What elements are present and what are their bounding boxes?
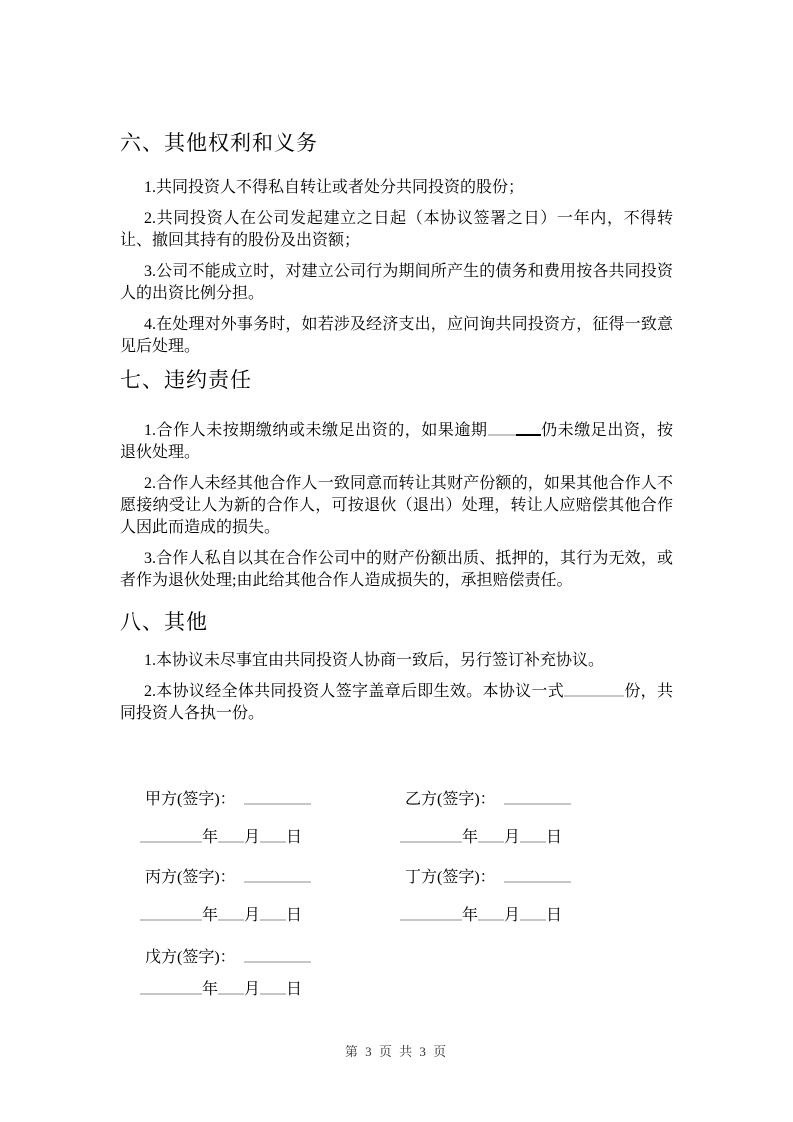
month-blank (218, 905, 244, 921)
date-line (140, 827, 405, 849)
signature-label-line (145, 947, 405, 969)
year-label: 年 (202, 981, 219, 998)
day-blank (260, 979, 286, 995)
signature-blank (244, 789, 311, 805)
paragraph (120, 681, 673, 725)
section-breach-liability (120, 367, 673, 592)
signature-block (120, 789, 673, 1001)
year-blank (140, 979, 202, 995)
signature-blank (504, 867, 571, 883)
fill-in-blank (516, 420, 541, 436)
month-blank (478, 827, 504, 843)
day-blank (520, 827, 546, 843)
signature-blank (244, 867, 311, 883)
signature-party-label: 戊方(签字)： (145, 949, 236, 966)
day-label: 日 (286, 907, 303, 924)
signature-row (120, 867, 673, 927)
fill-in-blank (564, 681, 624, 697)
paragraph: 2.合作人未经其他合作人一致同意而转让其财产份额的，如果其他合作人不愿接纳受让人为新的合作人，可按退伙（退出）处理，转让人应赔偿其他合作人因此而造成的损失。 (120, 475, 673, 536)
paragraph: 4.在处理对外事务时，如若涉及经济支出，应问询共同投资方，征得一致意见后处理。 (120, 316, 673, 355)
footer-page-number: 第 3 页 共 3 页 (344, 1044, 449, 1059)
year-label: 年 (202, 907, 219, 924)
signature-party-d (405, 867, 665, 927)
signature-party-label: 甲方(签字)： (145, 791, 236, 808)
signature-party-label: 丁方(签字)： (405, 869, 496, 886)
month-label: 月 (244, 907, 261, 924)
month-label: 月 (244, 981, 261, 998)
date-line (140, 979, 405, 1001)
month-blank (478, 905, 504, 921)
signature-label-line (145, 867, 405, 889)
paragraph-text: 2.本协议经全体共同投资人签字盖章后即生效。本协议一式 (144, 683, 565, 700)
signature-party-b (405, 789, 665, 849)
signature-blank (244, 947, 311, 963)
section-heading: 六、其他权利和义务 (120, 131, 318, 155)
month-blank (218, 827, 244, 843)
paragraph-text: 1.合作人未按期缴纳或未缴足出资的，如果逾期 (144, 422, 488, 439)
signature-blank (504, 789, 571, 805)
signature-label-line (145, 789, 405, 811)
document-content (120, 130, 673, 1019)
fill-in-blank (488, 420, 516, 436)
year-label: 年 (462, 829, 479, 846)
paragraph (120, 420, 673, 464)
day-blank (260, 905, 286, 921)
paragraph: 1.共同投资人不得私自转让或者处分共同投资的股份； (144, 179, 525, 196)
day-label: 日 (286, 829, 303, 846)
year-label: 年 (202, 829, 219, 846)
paragraph: 2.共同投资人在公司发起建立之日起（本协议签署之日）一年内，不得转让、撤回其持有的股份及出资额； (120, 210, 673, 249)
date-line (140, 905, 405, 927)
paragraph: 1.本协议未尽事宜由共同投资人协商一致后，另行签订补充协议。 (144, 652, 605, 669)
date-line (400, 827, 665, 849)
paragraph: 3.公司不能成立时，对建立公司行为期间所产生的债务和费用按各共同投资人的出资比例分担。 (120, 263, 673, 302)
month-label: 月 (504, 907, 521, 924)
section-miscellaneous (120, 609, 673, 725)
day-label: 日 (546, 829, 563, 846)
signature-label-line (405, 867, 665, 889)
signature-party-a (145, 789, 405, 849)
day-label: 日 (546, 907, 563, 924)
month-label: 月 (504, 829, 521, 846)
paragraph: 3.合作人私自以其在合作公司中的财产份额出质、抵押的，其行为无效，或者作为退伙处理;由此给其他合作人造成损失的，承担赔偿责任。 (120, 550, 673, 589)
signature-party-e (145, 947, 405, 1001)
signature-party-label: 丙方(签字)： (145, 869, 236, 886)
paragraph-text: 份，共同投资人各执一份。 (120, 683, 673, 722)
year-label: 年 (462, 907, 479, 924)
day-blank (520, 905, 546, 921)
month-blank (218, 979, 244, 995)
paragraph-text: 仍未缴足出资，按退伙处理。 (120, 422, 673, 461)
signature-label-line (405, 789, 665, 811)
section-other-rights-obligations (120, 130, 673, 358)
section-heading: 七、违约责任 (120, 368, 252, 392)
signature-party-c (145, 867, 405, 927)
year-blank (400, 827, 462, 843)
signature-row (120, 789, 673, 849)
section-heading: 八、其他 (120, 610, 208, 634)
signature-party-label: 乙方(签字)： (405, 791, 496, 808)
month-label: 月 (244, 829, 261, 846)
day-blank (260, 827, 286, 843)
year-blank (140, 905, 202, 921)
year-blank (140, 827, 202, 843)
year-blank (400, 905, 462, 921)
date-line (400, 905, 665, 927)
signature-row (120, 947, 673, 1001)
day-label: 日 (286, 981, 303, 998)
